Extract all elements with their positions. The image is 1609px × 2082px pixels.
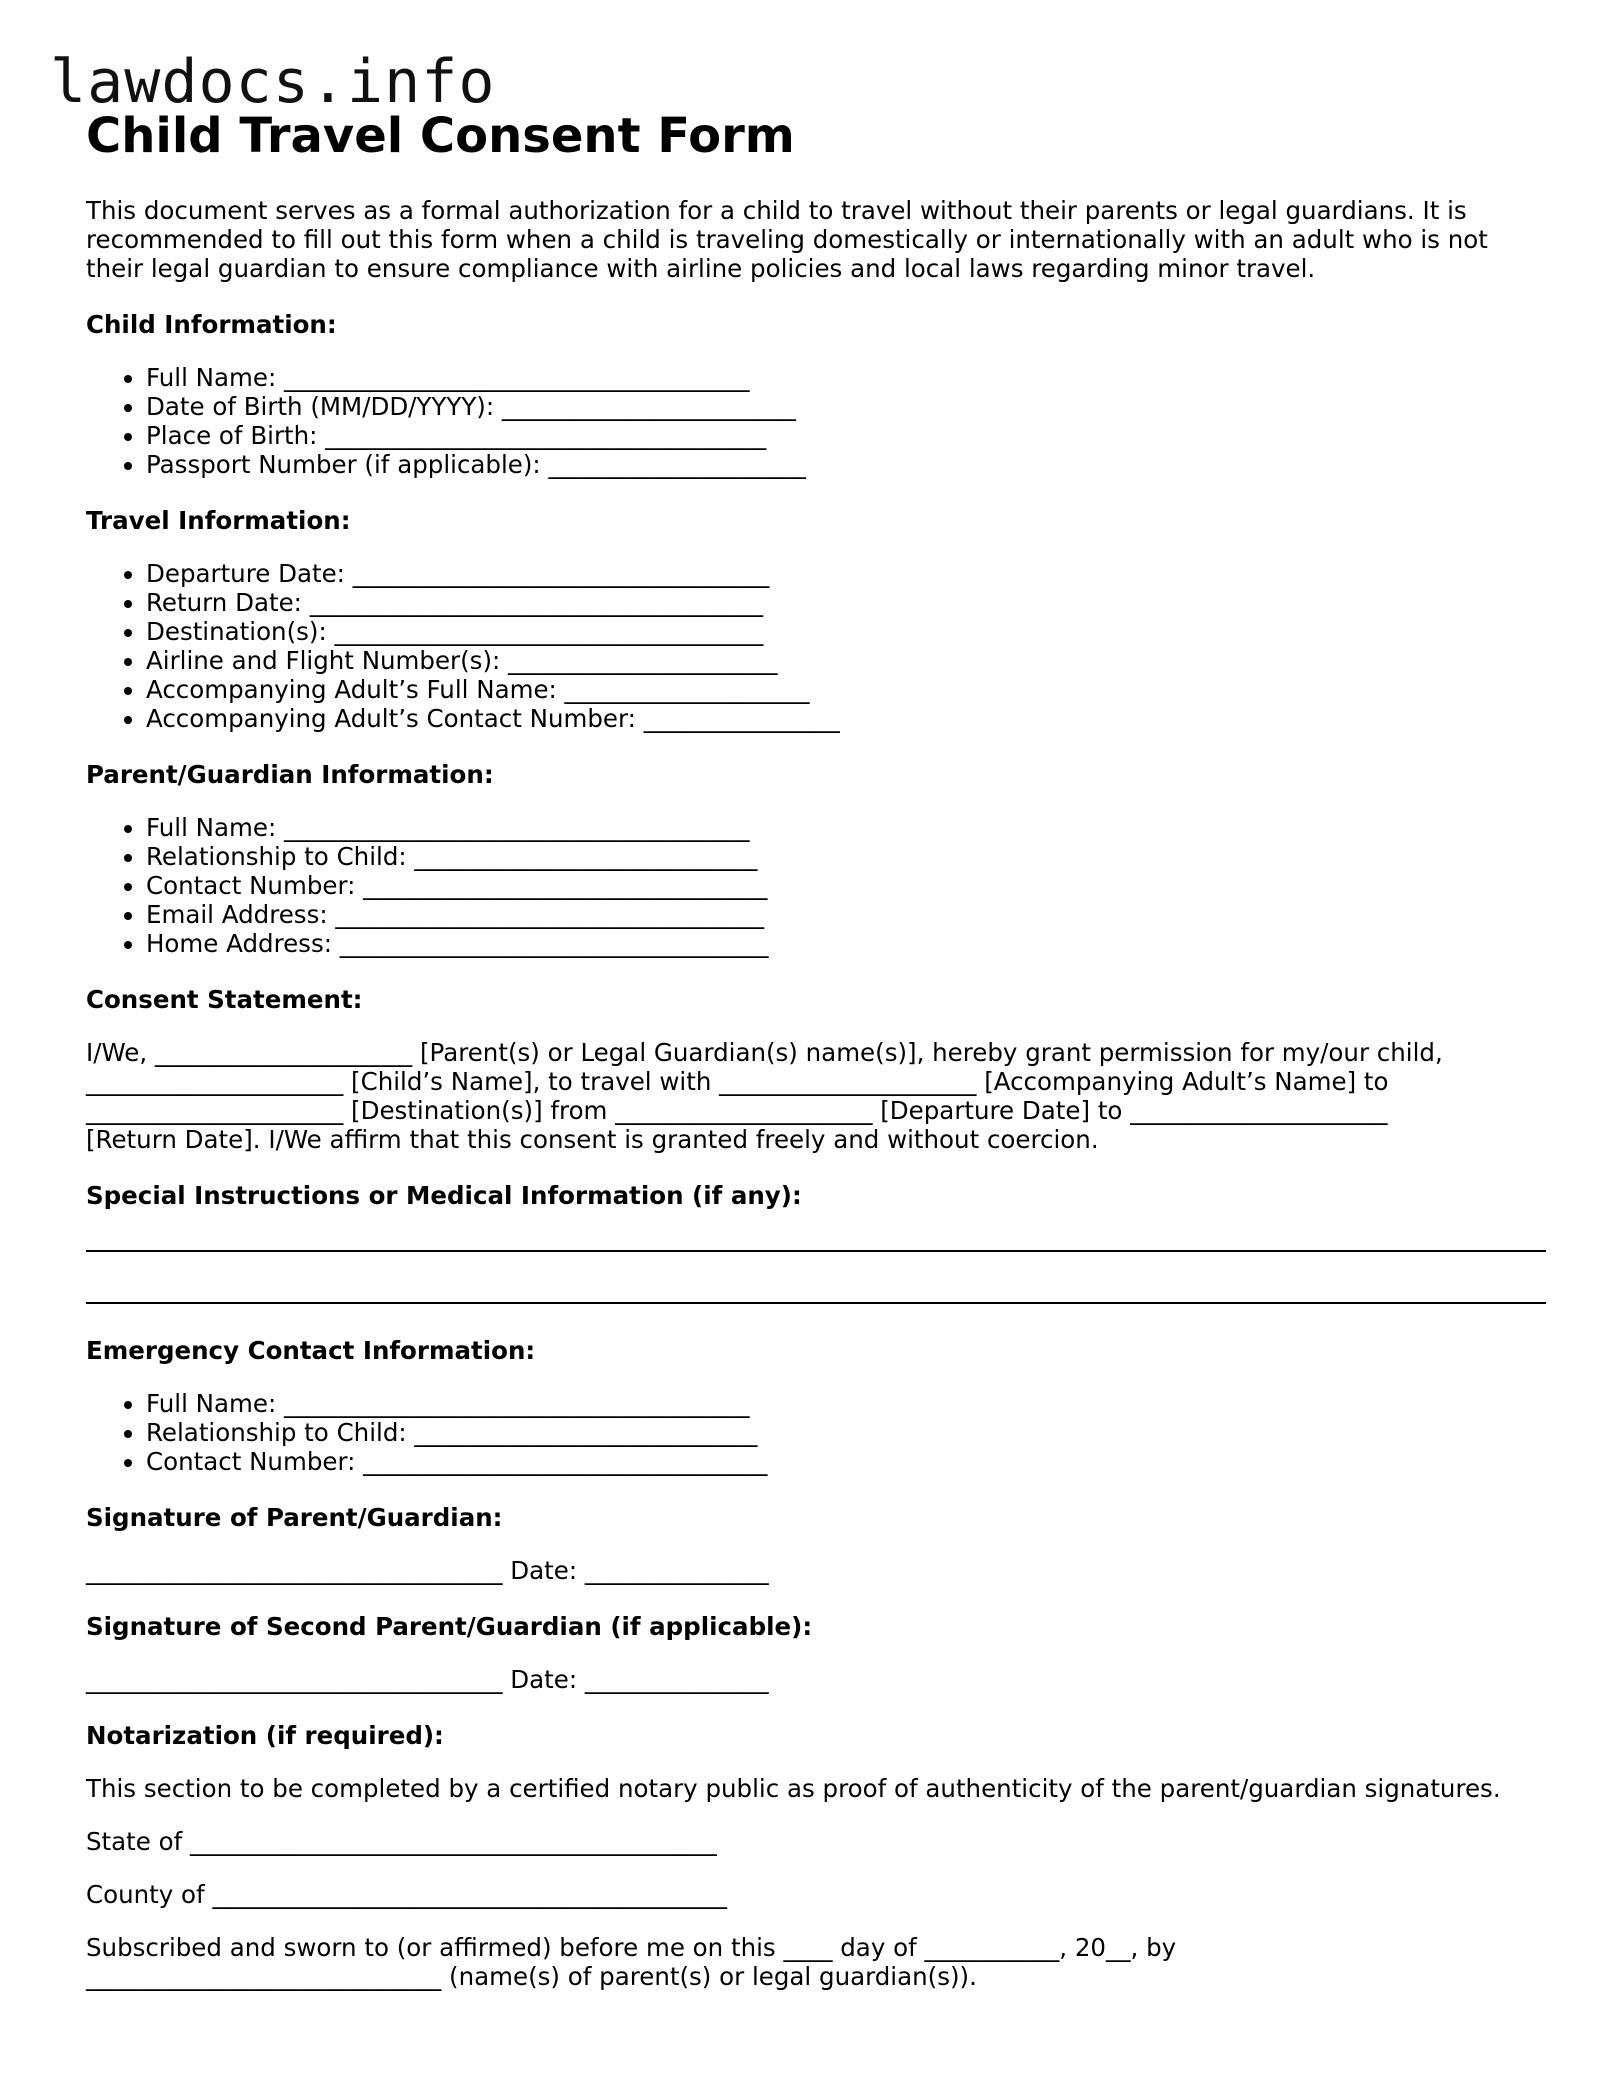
- list-item: • Contact Number: _________________________________: [146, 1447, 1546, 1476]
- list-item: • Full Name: ______________________________________: [146, 1389, 1546, 1418]
- list-item: • Date of Birth (MM/DD/YYYY): ________________________: [146, 392, 1546, 421]
- page-title: Child Travel Consent Form: [86, 108, 795, 164]
- watermark-logo: lawdocs.info: [50, 47, 496, 117]
- list-item: • Relationship to Child: ____________________________: [146, 1418, 1546, 1447]
- child-info-list: [86, 363, 1546, 479]
- sworn-line: Subscribed and sworn to (or affirmed) before me on this ____ day of ___________, 20__, by: [86, 1933, 1177, 1962]
- state-of-line: State of ___________________________________________: [86, 1827, 717, 1856]
- list-item: • Destination(s): ___________________________________: [146, 617, 1546, 646]
- sworn-name-line: _____________________________ (name(s) of parent(s) or legal guardian(s)).: [86, 1962, 977, 1991]
- parent-info-heading: Parent/Guardian Information:: [86, 760, 494, 789]
- list-item: • Relationship to Child: ____________________________: [146, 842, 1546, 871]
- parent-info-list: [86, 813, 1546, 958]
- consent-statement: [86, 1038, 1546, 1154]
- signature-heading: Signature of Parent/Guardian:: [86, 1503, 503, 1532]
- intro-paragraph: This document serves as a formal authorization for a child to travel without their parents or legal guardians. It is recommended to fill out this form when a child is traveling domestically or internationally with an adult who is not their legal guardian to ensure compliance with airline policies and local laws regarding minor travel.: [86, 196, 1488, 283]
- list-item: • Accompanying Adult’s Full Name: ____________________: [146, 675, 1546, 704]
- list-item: • Full Name: ______________________________________: [146, 813, 1546, 842]
- list-item: • Passport Number (if applicable): _____________________: [146, 450, 1546, 479]
- list-item: • Place of Birth: ____________________________________: [146, 421, 1546, 450]
- consent-line: I/We, _____________________ [Parent(s) or Legal Guardian(s) name(s)], hereby grant permission for my/our child,: [86, 1038, 1443, 1067]
- signature-line: __________________________________ Date: _______________: [86, 1556, 769, 1585]
- list-item: • Airline and Flight Number(s): ______________________: [146, 646, 1546, 675]
- special-instructions-line: [86, 1250, 1546, 1252]
- consent-line: _____________________ [Destination(s)] from _____________________ [Departure Date] to _____________________: [86, 1096, 1388, 1125]
- document-page: [86, 106, 1546, 1991]
- special-instructions-heading: Special Instructions or Medical Information (if any):: [86, 1181, 802, 1210]
- emergency-contact-heading: Emergency Contact Information:: [86, 1336, 536, 1365]
- travel-info-heading: Travel Information:: [86, 506, 351, 535]
- list-item: • Return Date: _____________________________________: [146, 588, 1546, 617]
- travel-info-list: [86, 559, 1546, 733]
- consent-heading: Consent Statement:: [86, 985, 363, 1014]
- list-item: • Email Address: ___________________________________: [146, 900, 1546, 929]
- list-item: • Home Address: ___________________________________: [146, 929, 1546, 958]
- list-item: • Accompanying Adult’s Contact Number: ________________: [146, 704, 1546, 733]
- notarization-heading: Notarization (if required):: [86, 1721, 444, 1750]
- list-item: • Contact Number: _________________________________: [146, 871, 1546, 900]
- list-item: • Departure Date: __________________________________: [146, 559, 1546, 588]
- consent-line: [Return Date]. I/We affirm that this consent is granted freely and without coercion.: [86, 1125, 1099, 1154]
- county-of-line: County of __________________________________________: [86, 1880, 727, 1909]
- notarization-text: This section to be completed by a certified notary public as proof of authenticity of the parent/guardian signatures.: [86, 1774, 1501, 1803]
- emergency-contact-list: [86, 1389, 1546, 1476]
- list-item: • Full Name: ______________________________________: [146, 363, 1546, 392]
- second-signature-heading: Signature of Second Parent/Guardian (if applicable):: [86, 1612, 813, 1641]
- second-signature-line: __________________________________ Date: _______________: [86, 1665, 769, 1694]
- consent-line: _____________________ [Child’s Name], to travel with _____________________ [Accompanying Adult’s Name] to: [86, 1067, 1389, 1096]
- special-instructions-line: [86, 1302, 1546, 1304]
- child-info-heading: Child Information:: [86, 310, 337, 339]
